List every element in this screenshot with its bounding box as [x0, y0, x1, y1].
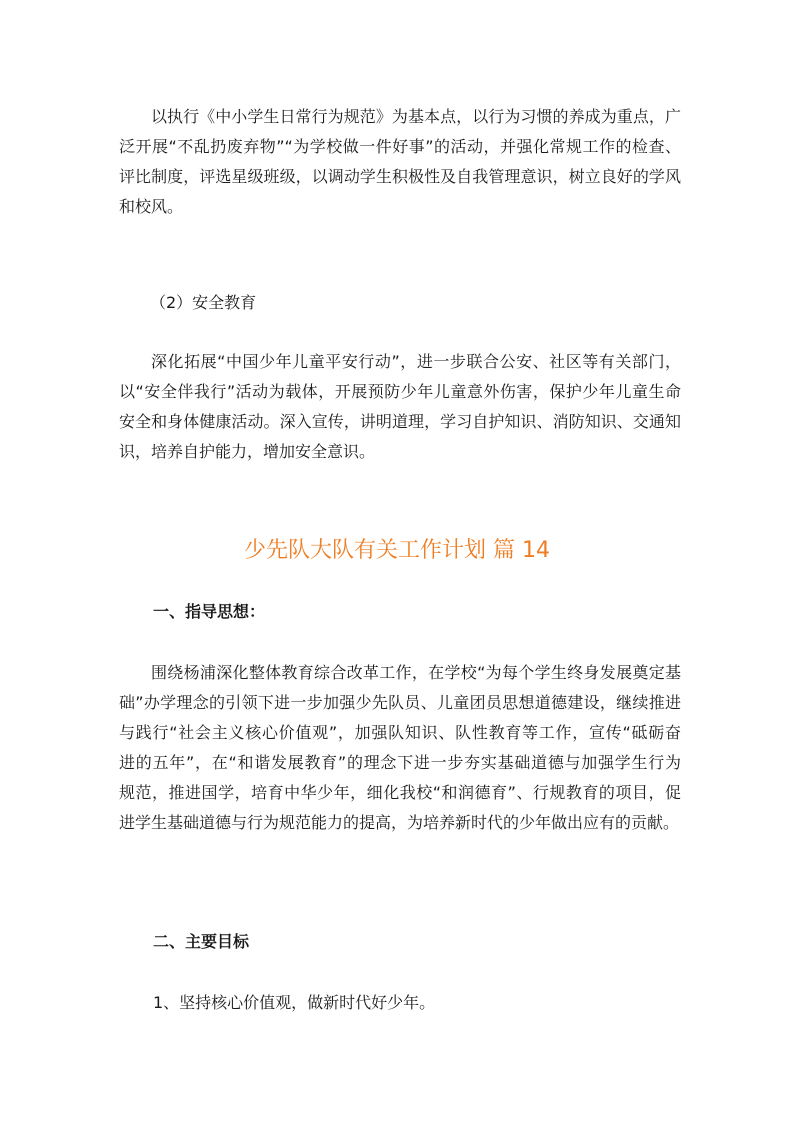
goal-item-1: 1、坚持核心价值观，做新时代好少年。: [153, 993, 436, 1012]
paragraph-line: 以执行《中小学生日常行为规范》为基本点，以行为习惯的养成为重点，广: [151, 107, 681, 126]
paragraph-line: 围绕杨浦深化整体教育综合改革工作，在学校“为每个学生终身发展奠定基: [151, 663, 681, 682]
guiding-ideology-title: 一、指导思想：: [153, 602, 266, 621]
paragraph-safety-education: [119, 347, 681, 467]
main-goals-title: 二、主要目标: [153, 932, 250, 951]
paragraph-line: 泛开展“不乱扔废弃物”“为学校做一件好事”的活动，并强化常规工作的检查、: [119, 137, 681, 156]
section-heading: 少先队大队有关工作计划 篇 14: [244, 538, 550, 563]
paragraph-guiding-ideology: [119, 658, 681, 838]
paragraph-line: 识，培养自护能力，增加安全意识。: [119, 442, 376, 461]
paragraph-line: 与践行“社会主义核心价值观”，加强队知识、队性教育等工作，宣传“砥砺奋: [119, 723, 681, 742]
paragraph-conduct-norms: [119, 102, 681, 222]
paragraph-line: 安全和身体健康活动。深入宣传，讲明道理，学习自护知识、消防知识、交通知: [119, 412, 681, 431]
paragraph-line: 深化拓展“中国少年儿童平安行动”，进一步联合公安、社区等有关部门，: [151, 352, 681, 371]
paragraph-line: 规范，推进国学，培育中华少年，细化我校“和润德育”、行规教育的项目，促: [119, 783, 681, 802]
paragraph-line: 评比制度，评选星级班级，以调动学生积极性及自我管理意识，树立良好的学风: [119, 167, 681, 186]
paragraph-line: 和校风。: [119, 197, 184, 216]
paragraph-line: 进学生基础道德与行为规范能力的提高，为培养新时代的少年做出应有的贡献。: [119, 813, 680, 832]
paragraph-line: 础”办学理念的引领下进一步加强少先队员、儿童团员思想道德建设，继续推进: [119, 693, 681, 712]
paragraph-line: 进的五年”，在“和谐发展教育”的理念下进一步夯实基础道德与加强学生行为: [119, 753, 681, 772]
paragraph-line: 以“安全伴我行”活动为载体，开展预防少年儿童意外伤害，保护少年儿童生命: [119, 382, 681, 401]
item-safety-education-title: （2）安全教育: [150, 293, 257, 312]
